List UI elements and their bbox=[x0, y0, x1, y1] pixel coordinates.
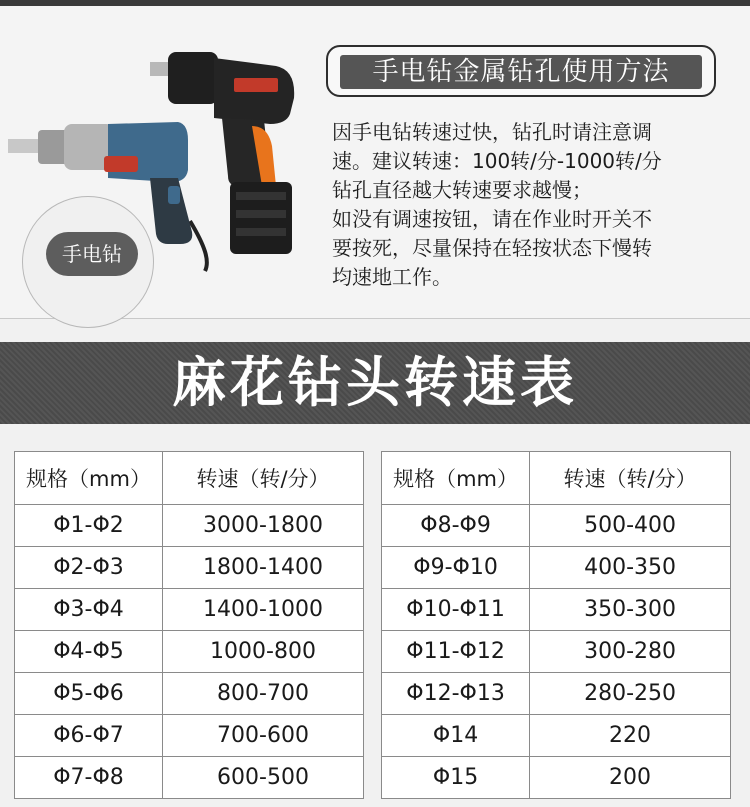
speed-cell: 1800-1400 bbox=[163, 547, 364, 589]
header-speed: 转速（转/分） bbox=[530, 452, 731, 505]
drill-illustrations bbox=[0, 6, 320, 318]
speed-cell: 350-300 bbox=[530, 589, 731, 631]
header-speed: 转速（转/分） bbox=[163, 452, 364, 505]
speed-cell: 300-280 bbox=[530, 631, 731, 673]
spec-cell: Φ7-Φ8 bbox=[15, 757, 163, 799]
table-row bbox=[382, 589, 731, 631]
speed-table-right bbox=[381, 451, 731, 799]
spec-cell: Φ14 bbox=[382, 715, 530, 757]
usage-line: 因手电钻转速过快，钻孔时请注意调 bbox=[332, 120, 652, 144]
speed-cell: 3000-1800 bbox=[163, 505, 364, 547]
usage-title-box bbox=[326, 45, 716, 97]
table-header-row bbox=[382, 452, 731, 505]
usage-line: 钻孔直径越大转速要求越慢； bbox=[332, 178, 592, 202]
spec-cell: Φ5-Φ6 bbox=[15, 673, 163, 715]
table-row bbox=[15, 673, 364, 715]
table-title: 麻花钻头转速表 bbox=[172, 351, 578, 414]
table-row bbox=[15, 547, 364, 589]
usage-line: 要按死，尽量保持在轻按状态下慢转 bbox=[332, 236, 652, 260]
table-row bbox=[382, 505, 731, 547]
table-row bbox=[15, 589, 364, 631]
speed-cell: 500-400 bbox=[530, 505, 731, 547]
spec-cell: Φ6-Φ7 bbox=[15, 715, 163, 757]
spec-cell: Φ1-Φ2 bbox=[15, 505, 163, 547]
usage-description bbox=[332, 118, 732, 292]
table-row bbox=[15, 715, 364, 757]
spec-cell: Φ8-Φ9 bbox=[382, 505, 530, 547]
drill-label: 手电钻 bbox=[46, 232, 138, 276]
speed-cell: 700-600 bbox=[163, 715, 364, 757]
usage-line: 速。建议转速：100转/分-1000转/分 bbox=[332, 149, 662, 173]
speed-cell: 280-250 bbox=[530, 673, 731, 715]
table-row bbox=[15, 505, 364, 547]
table-row bbox=[382, 547, 731, 589]
spec-cell: Φ15 bbox=[382, 757, 530, 799]
speed-cell: 1400-1000 bbox=[163, 589, 364, 631]
spec-cell: Φ3-Φ4 bbox=[15, 589, 163, 631]
usage-line: 均速地工作。 bbox=[332, 265, 452, 289]
speed-cell: 1000-800 bbox=[163, 631, 364, 673]
table-row bbox=[15, 631, 364, 673]
spec-cell: Φ2-Φ3 bbox=[15, 547, 163, 589]
table-row bbox=[15, 757, 364, 799]
table-row bbox=[382, 673, 731, 715]
speed-cell: 200 bbox=[530, 757, 731, 799]
table-row bbox=[382, 715, 731, 757]
speed-cell: 600-500 bbox=[163, 757, 364, 799]
spec-cell: Φ4-Φ5 bbox=[15, 631, 163, 673]
usage-line: 如没有调速按钮，请在作业时开关不 bbox=[332, 207, 652, 231]
header-spec: 规格（mm） bbox=[382, 452, 530, 505]
spec-cell: Φ12-Φ13 bbox=[382, 673, 530, 715]
usage-title: 手电钻金属钻孔使用方法 bbox=[340, 55, 702, 89]
speed-table-left bbox=[14, 451, 364, 799]
table-banner bbox=[0, 342, 750, 424]
speed-cell: 800-700 bbox=[163, 673, 364, 715]
spec-cell: Φ9-Φ10 bbox=[382, 547, 530, 589]
table-row bbox=[382, 757, 731, 799]
header-spec: 规格（mm） bbox=[15, 452, 163, 505]
table-header-row bbox=[15, 452, 364, 505]
table-row bbox=[382, 631, 731, 673]
spec-cell: Φ10-Φ11 bbox=[382, 589, 530, 631]
speed-cell: 220 bbox=[530, 715, 731, 757]
speed-cell: 400-350 bbox=[530, 547, 731, 589]
spec-cell: Φ11-Φ12 bbox=[382, 631, 530, 673]
